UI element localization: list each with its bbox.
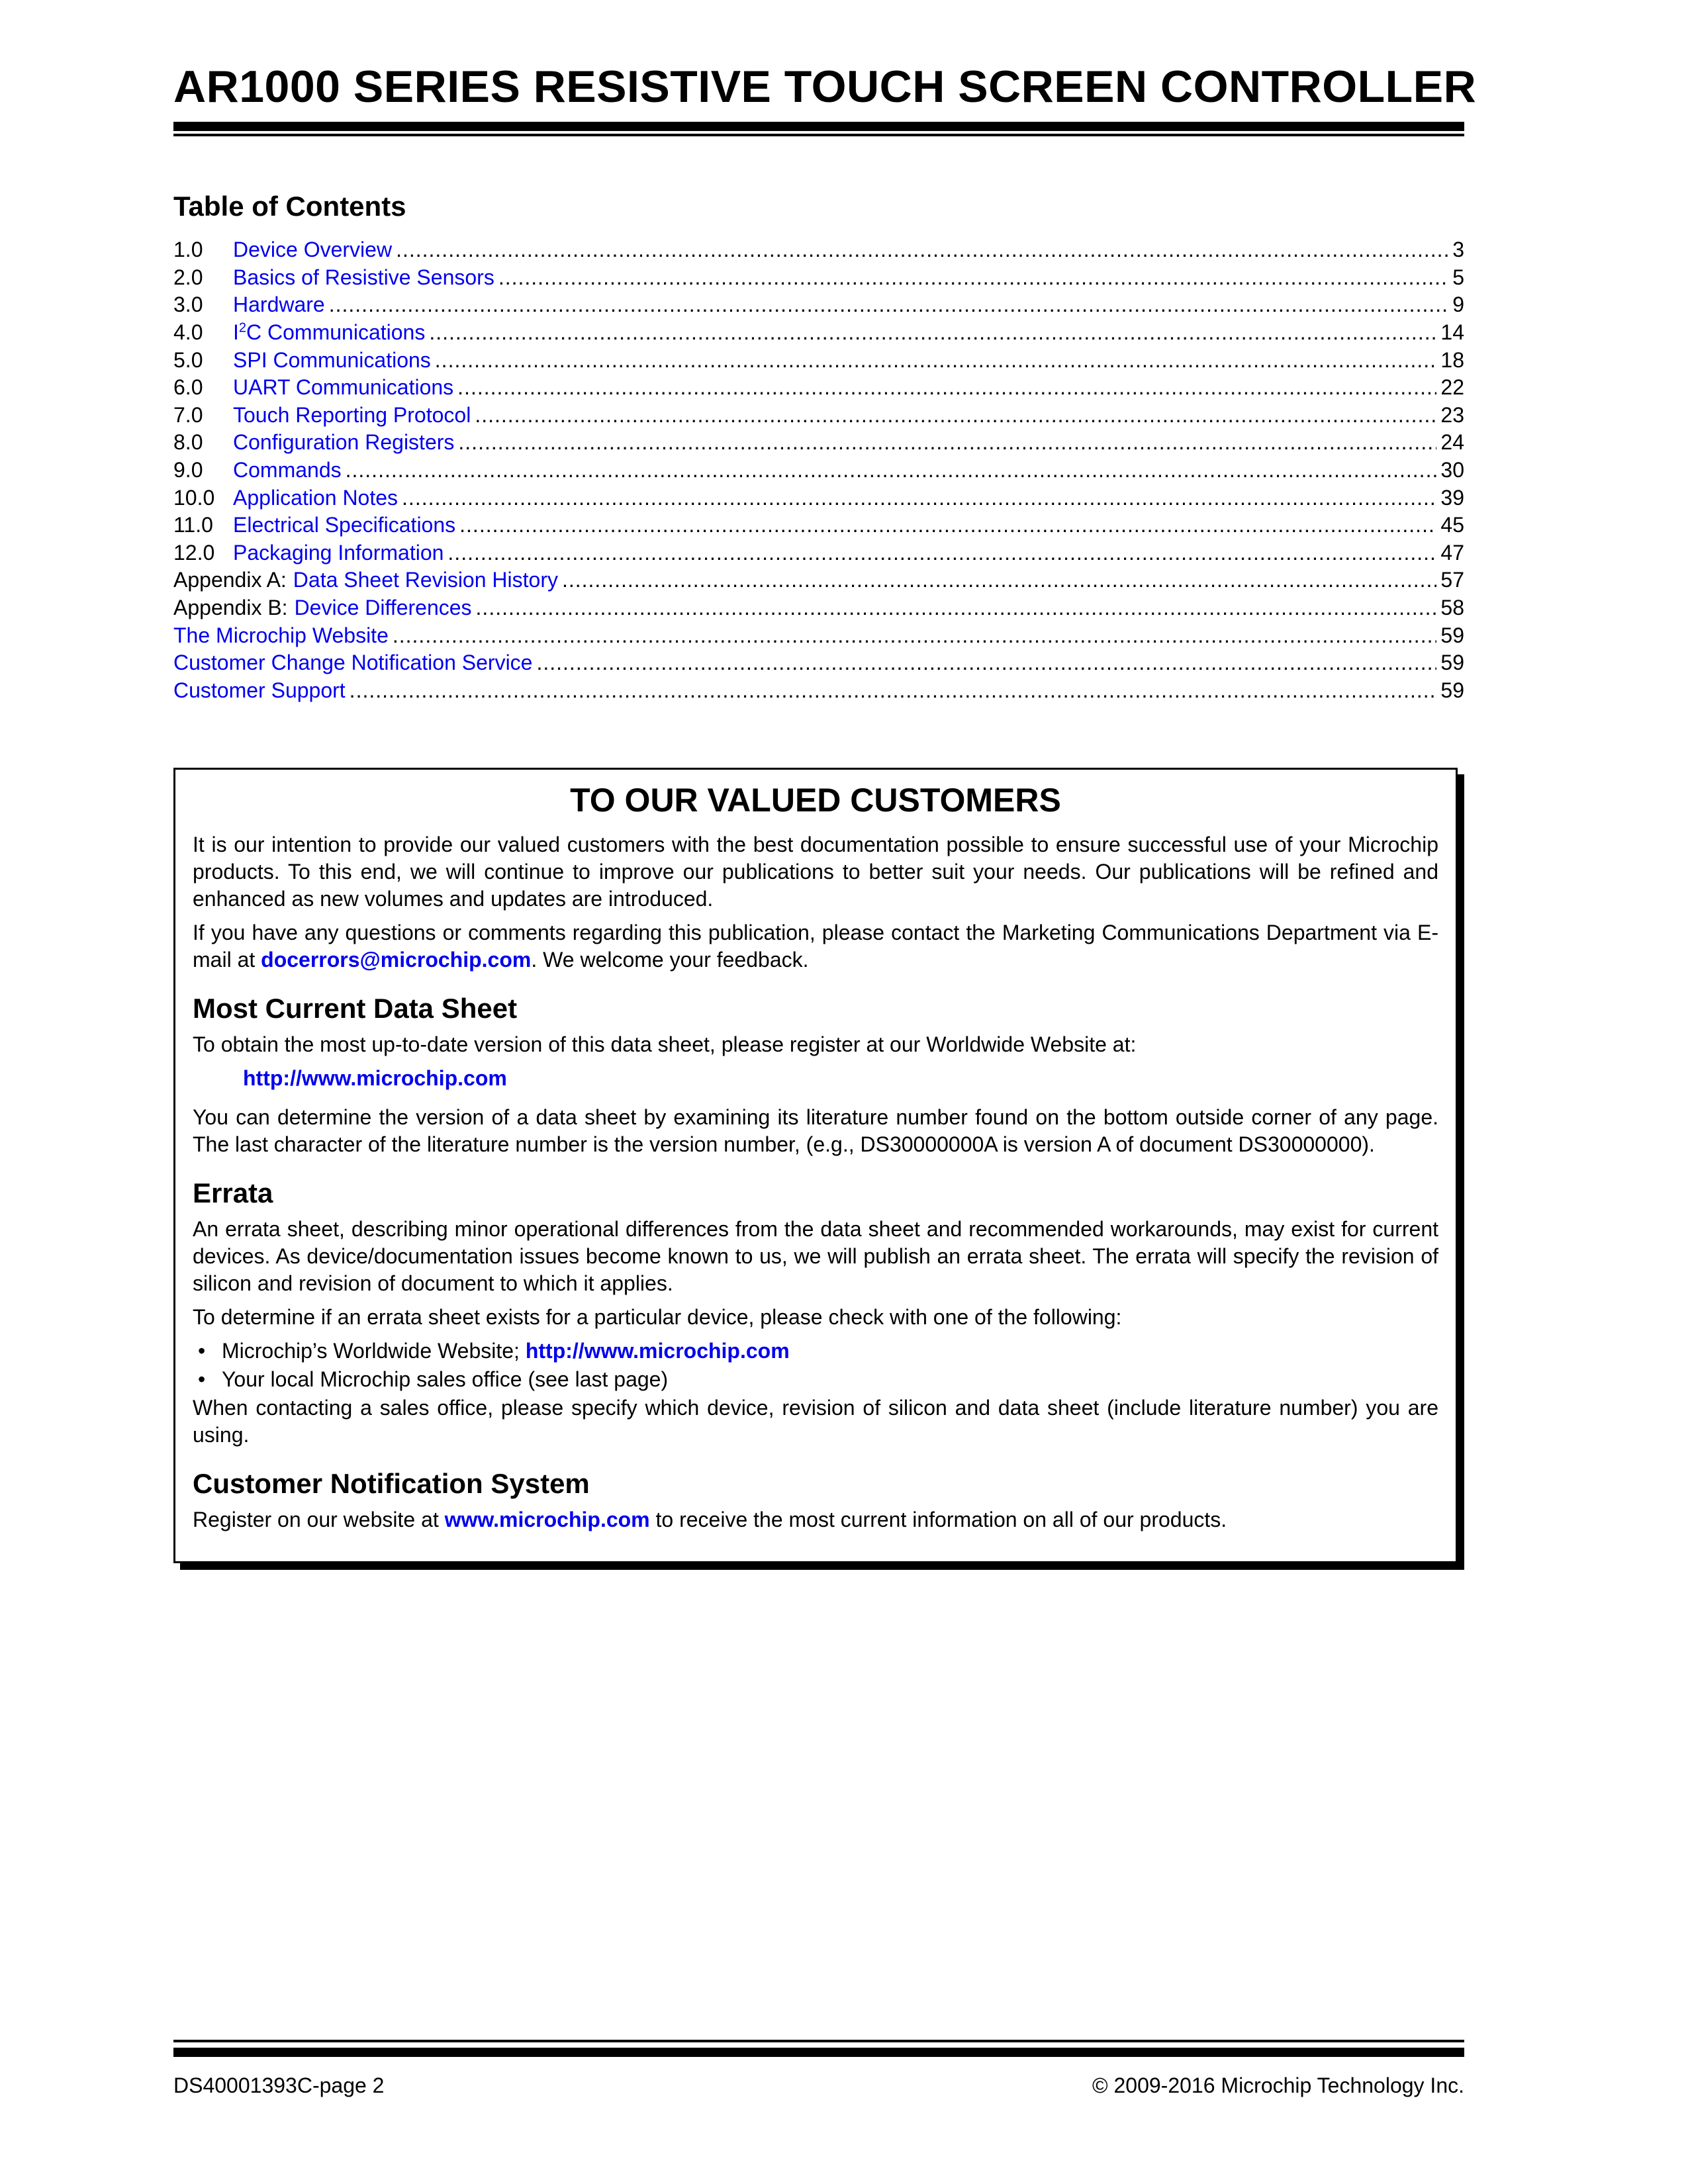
toc-page-number: 58	[1440, 596, 1464, 620]
toc-entry[interactable]	[173, 236, 1464, 264]
toc-number: 9.0	[173, 458, 203, 482]
toc-leader	[562, 568, 1436, 592]
toc-entry[interactable]	[173, 649, 1464, 677]
toc-leader	[435, 348, 1437, 373]
toc-link-data-sheet-revision-history[interactable]: Data Sheet Revision History	[293, 568, 558, 592]
toc-link-uart-communications[interactable]: UART Communications	[233, 375, 454, 400]
toc-page-number: 3	[1452, 238, 1464, 262]
toc-number: 7.0	[173, 402, 203, 427]
toc-number: 4.0	[173, 320, 203, 345]
footer-page-label: DS40001393C-page 2	[173, 2073, 385, 2097]
notice-title: TO OUR VALUED CUSTOMERS	[570, 782, 1061, 819]
toc-page-number: 59	[1440, 623, 1464, 647]
toc-leader	[536, 651, 1436, 675]
toc-entry[interactable]	[173, 539, 1464, 567]
contact-text: If you have any questions or comments regarding this publication, please contact the Marketing Communications Department via E-mail at	[193, 921, 1438, 972]
toc-entry[interactable]	[173, 512, 1464, 539]
footer-rule-thick	[173, 2048, 1464, 2057]
sales-office-paragraph: When contacting a sales office, please specify which device, revision of silicon and data sheet (include literature number) you are using.	[193, 1396, 1438, 1447]
page-title: AR1000 SERIES RESISTIVE TOUCH SCREEN CONTROLLER	[173, 62, 1477, 112]
toc-leader	[457, 375, 1436, 400]
toc-number: 8.0	[173, 430, 203, 455]
contact-text: . We welcome your feedback.	[531, 948, 809, 972]
notice-intro-paragraph: It is our intention to provide our valued customers with the best documentation possible to ensure successful use of your Microchip products. To this end, we will continue to improve our publications to better suit your needs. Our publications will be refined and enhanced as new volumes and updates are introduced.	[193, 833, 1438, 911]
toc-page-number: 47	[1440, 540, 1464, 565]
toc-link-customer-support[interactable]: Customer Support	[173, 678, 346, 702]
toc-link-spi-communications[interactable]: SPI Communications	[233, 347, 431, 372]
toc-entry[interactable]	[173, 484, 1464, 512]
current-paragraph: To obtain the most up-to-date version of this data sheet, please register at our Worldwide Website at:	[193, 1032, 1137, 1056]
toc-link-hardware[interactable]: Hardware	[233, 293, 325, 317]
notice-contact-paragraph	[193, 919, 1438, 974]
toc-leader	[402, 486, 1436, 510]
section-heading-cns: Customer Notification System	[193, 1468, 590, 1499]
toc-leader	[447, 541, 1436, 565]
toc-page-number: 5	[1452, 265, 1464, 289]
header-rule-thick	[173, 122, 1464, 131]
toc-appendix-label: Appendix B:	[173, 596, 288, 620]
toc-page-number: 30	[1440, 458, 1464, 482]
toc-page-number: 39	[1440, 485, 1464, 510]
docerrors-email-link[interactable]: docerrors@microchip.com	[261, 948, 532, 972]
toc-number: 11.0	[173, 513, 213, 537]
list-item	[193, 1366, 1438, 1393]
toc-link-basics-of-resistive-sensors[interactable]: Basics of Resistive Sensors	[233, 265, 494, 289]
toc-leader	[346, 458, 1437, 482]
toc-page-number: 57	[1440, 568, 1464, 592]
toc-leader	[458, 430, 1436, 455]
toc-entry[interactable]	[173, 346, 1464, 374]
errata-check-paragraph: To determine if an errata sheet exists for a particular device, please check with one of the following:	[193, 1305, 1122, 1329]
customer-notice-box	[173, 768, 1458, 1563]
toc-leader	[498, 265, 1448, 290]
toc-entry[interactable]	[173, 429, 1464, 457]
toc-entry[interactable]	[173, 621, 1464, 649]
toc-leader	[429, 320, 1436, 345]
toc-link-commands[interactable]: Commands	[233, 458, 342, 482]
toc-page-number: 9	[1452, 293, 1464, 317]
header-rule-thin	[173, 134, 1464, 136]
toc-leader	[459, 513, 1436, 537]
superscript: 2	[238, 320, 247, 336]
bullet-icon: •	[198, 1339, 206, 1363]
toc-link-electrical-specifications[interactable]: Electrical Specifications	[233, 513, 456, 537]
section-heading-errata: Errata	[193, 1177, 273, 1208]
toc-number: 10.0	[173, 485, 215, 510]
table-of-contents	[173, 236, 1464, 704]
toc-link-packaging-information[interactable]: Packaging Information	[233, 540, 444, 565]
errata-website-link[interactable]: http://www.microchip.com	[525, 1339, 790, 1363]
section-heading-current-data-sheet: Most Current Data Sheet	[193, 993, 518, 1024]
list-item	[193, 1338, 1438, 1365]
toc-link-application-notes[interactable]: Application Notes	[233, 485, 399, 510]
bullet-text	[222, 1338, 790, 1365]
toc-title-part: I	[233, 320, 239, 345]
toc-page-number: 23	[1440, 402, 1464, 427]
toc-entry[interactable]	[173, 457, 1464, 484]
toc-entry[interactable]	[173, 291, 1464, 319]
toc-appendix-label: Appendix A:	[173, 568, 287, 592]
toc-link-device-overview[interactable]: Device Overview	[233, 238, 393, 262]
toc-entry[interactable]	[173, 594, 1464, 622]
bullet-text: Your local Microchip sales office (see last page)	[222, 1367, 669, 1391]
toc-entry[interactable]	[173, 567, 1464, 594]
toc-link-touch-reporting-protocol[interactable]: Touch Reporting Protocol	[233, 402, 471, 427]
toc-link-device-differences[interactable]: Device Differences	[294, 596, 472, 620]
toc-leader	[393, 623, 1437, 648]
toc-page-number: 14	[1440, 320, 1464, 345]
toc-page-number: 59	[1440, 651, 1464, 675]
toc-number: 2.0	[173, 265, 203, 289]
toc-link-i2c-communications[interactable]	[233, 320, 425, 345]
toc-leader	[329, 293, 1448, 317]
toc-leader	[396, 238, 1448, 262]
toc-heading: Table of Contents	[173, 191, 406, 222]
cns-website-link[interactable]: www.microchip.com	[444, 1508, 650, 1531]
microchip-website-link[interactable]: http://www.microchip.com	[243, 1066, 507, 1090]
toc-entry[interactable]	[173, 374, 1464, 402]
toc-page-number: 59	[1440, 678, 1464, 702]
toc-page-number: 18	[1440, 347, 1464, 372]
cns-text: to receive the most current information on all of our products.	[649, 1508, 1227, 1531]
toc-number: 12.0	[173, 540, 215, 565]
toc-number: 3.0	[173, 293, 203, 317]
cns-paragraph	[193, 1506, 1438, 1533]
toc-number: 5.0	[173, 347, 203, 372]
bullet-icon: •	[198, 1367, 206, 1391]
toc-entry[interactable]	[173, 264, 1464, 292]
toc-link-microchip-website[interactable]: The Microchip Website	[173, 623, 389, 647]
toc-title-part: C Communications	[246, 320, 426, 345]
bullet-text-part: Microchip’s Worldwide Website;	[222, 1339, 526, 1363]
toc-leader	[475, 403, 1436, 428]
toc-page-number: 24	[1440, 430, 1464, 455]
toc-entry[interactable]	[173, 319, 1464, 347]
toc-entry[interactable]	[173, 677, 1464, 705]
toc-number: 6.0	[173, 375, 203, 400]
cns-text: Register on our website at	[193, 1508, 445, 1531]
version-paragraph: You can determine the version of a data sheet by examining its literature number found on the bottom outside corner of any page. The last character of the literature number is the version number, (e.g., DS30000000A is version A of document DS30000000).	[193, 1105, 1438, 1156]
footer-rule-thin	[173, 2040, 1464, 2042]
errata-paragraph: An errata sheet, describing minor operational differences from the data sheet and recommended workarounds, may exist for current devices. As device/documentation issues become known to us, we will publish an errata sheet. The errata will specify the revision of silicon and revision of document to which it applies.	[193, 1217, 1438, 1295]
toc-entry[interactable]	[173, 402, 1464, 430]
toc-page-number: 45	[1440, 513, 1464, 537]
toc-link-configuration-registers[interactable]: Configuration Registers	[233, 430, 455, 455]
toc-link-customer-change-notification[interactable]: Customer Change Notification Service	[173, 651, 533, 675]
toc-leader	[476, 596, 1437, 620]
footer-copyright: © 2009-2016 Microchip Technology Inc.	[1092, 2073, 1464, 2097]
toc-page-number: 22	[1440, 375, 1464, 400]
toc-number: 1.0	[173, 238, 203, 262]
toc-leader	[350, 678, 1437, 703]
